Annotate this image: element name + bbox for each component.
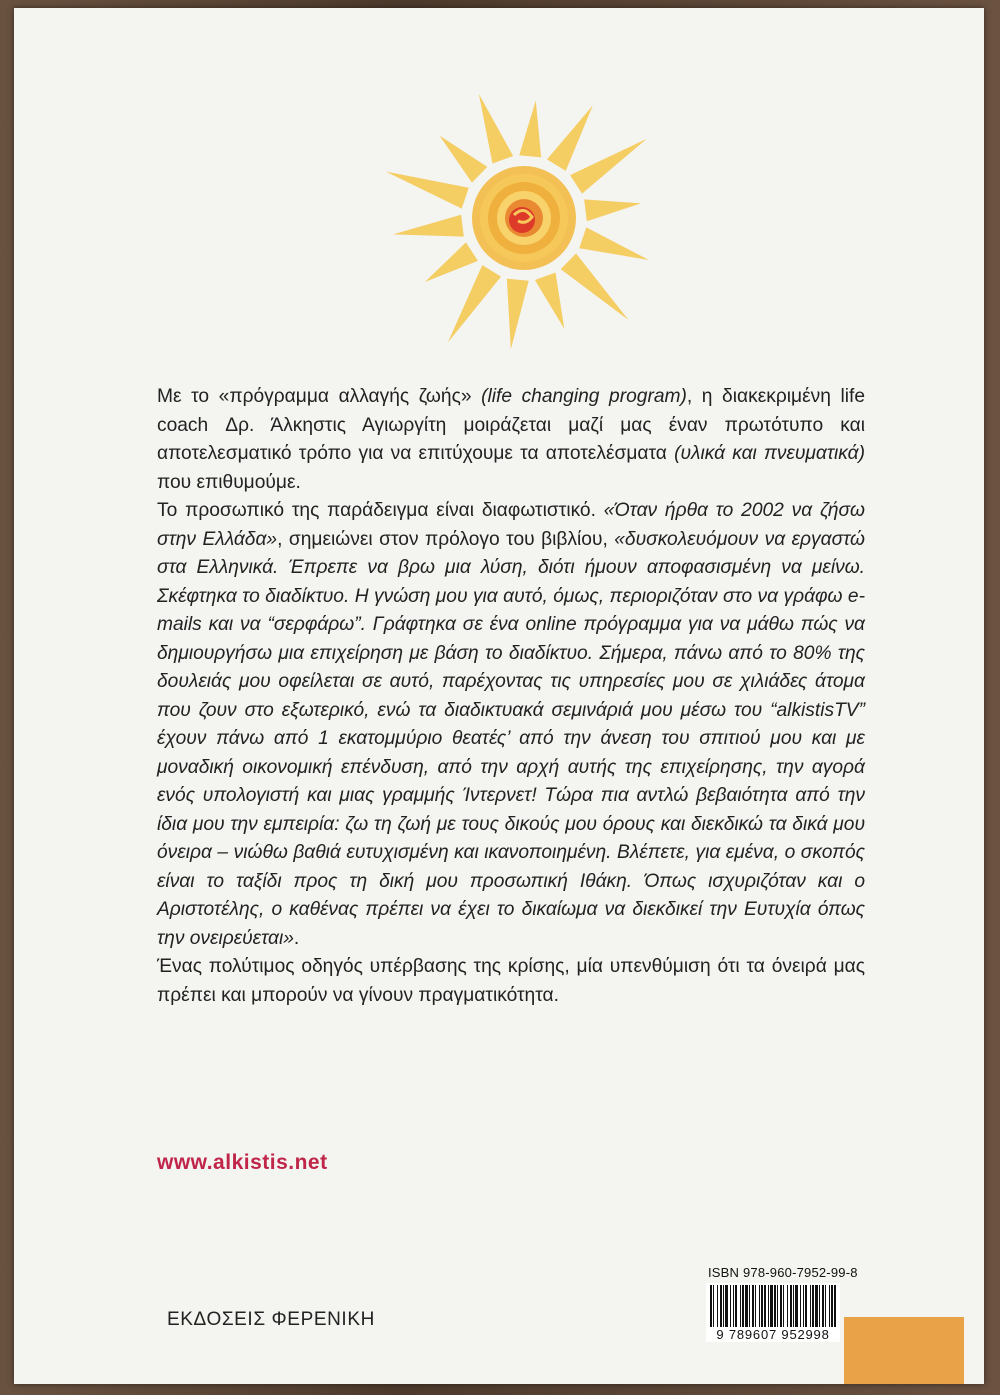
blurb-paragraph-2 bbox=[157, 497, 865, 953]
sun-ray bbox=[393, 215, 464, 237]
text-segment: Με το «πρόγραμμα αλλαγής ζωής» bbox=[157, 386, 482, 407]
sun-ray bbox=[570, 139, 647, 194]
barcode-bar bbox=[793, 1285, 794, 1327]
barcode-bar bbox=[742, 1285, 744, 1327]
sun-ray bbox=[547, 105, 593, 170]
barcode-bar bbox=[720, 1285, 722, 1327]
barcode-bar bbox=[735, 1285, 737, 1327]
barcode-bar bbox=[710, 1285, 712, 1327]
barcode-bar bbox=[800, 1285, 801, 1327]
back-cover-blurb bbox=[157, 383, 865, 1010]
barcode-bar bbox=[829, 1285, 830, 1327]
barcode-bar bbox=[713, 1285, 714, 1327]
blurb-paragraph-3 bbox=[157, 953, 865, 1010]
barcode-bar bbox=[725, 1285, 728, 1327]
sun-ray bbox=[440, 136, 488, 183]
publisher-name: ΕΚΔΟΣΕΙΣ ΦΕΡΕΝΙΚΗ bbox=[167, 1309, 375, 1330]
sun-ray bbox=[579, 227, 649, 260]
barcode-bar bbox=[723, 1285, 724, 1327]
barcode-icon bbox=[706, 1283, 840, 1329]
book-back-cover bbox=[14, 8, 984, 1384]
barcode-bar bbox=[745, 1285, 748, 1327]
barcode-bar bbox=[752, 1285, 754, 1327]
text-segment: Ένας πολύτιμος οδηγός υπέρβασης της κρίσης, μία υπενθύμιση ότι τα όνειρά μας πρέπει και μπορούν να γίνουν πραγματικότητα. bbox=[157, 956, 865, 1006]
blurb-paragraph-1 bbox=[157, 383, 865, 497]
barcode-bar bbox=[822, 1285, 824, 1327]
barcode-bar bbox=[733, 1285, 734, 1327]
orange-color-strip bbox=[844, 1317, 964, 1384]
barcode-bar bbox=[764, 1285, 766, 1327]
sun-ray bbox=[448, 265, 501, 342]
barcode-bar bbox=[819, 1285, 820, 1327]
text-segment: , η διακεκριμένη life coach Δρ. Άλκηστις Αγιωργίτη μοιράζεται μαζί μας έναν πρωτότυπο και αποτελεσματικό τρόπο για να επιτύχουμε τα αποτελέσματα bbox=[157, 386, 865, 464]
barcode-bar bbox=[831, 1285, 833, 1327]
sun-ray bbox=[561, 253, 629, 320]
sun-ray bbox=[535, 273, 564, 329]
barcode-bar bbox=[777, 1285, 778, 1327]
italic-text-segment: «Όταν ήρθα το 2002 να ζήσω στην Ελλάδα» bbox=[157, 500, 865, 550]
barcode-bar bbox=[770, 1285, 773, 1327]
text-segment: Το προσωπικό της παράδειγμα είναι διαφωτιστικό. bbox=[157, 500, 604, 521]
barcode-bar bbox=[768, 1285, 769, 1327]
text-segment: , σημειώνει στον πρόλογο του βιβλίου, bbox=[277, 528, 615, 550]
barcode-bar bbox=[805, 1285, 807, 1327]
barcode-bar bbox=[730, 1285, 731, 1327]
barcode-bar bbox=[787, 1285, 788, 1327]
barcode-bar bbox=[795, 1285, 798, 1327]
sun-ray bbox=[507, 279, 529, 350]
barcode-bar bbox=[825, 1285, 826, 1327]
barcode-bar bbox=[749, 1285, 750, 1327]
sun-ray bbox=[584, 199, 641, 221]
barcode-bar bbox=[759, 1285, 760, 1327]
italic-text-segment: «δυσκολευόμουν να εργαστώ στα Ελληνικά. Έπρεπε να βρω μια λύση, διότι ήμουν αποφασισμένη να μείνω. Σκέφτηκα το διαδίκτυο. Η γνώση μου για αυτό, όμως, περιοριζόταν στο να γράφω e-mails και να “σερφάρω”. Γράφτηκα σε ένα online πρόγραμμα για να μάθω πώς να δημιουργήσω μια επιχείρηση με βάση το διαδίκτυο. Σήμερα, πάνω από το 80% της δουλειάς μου οφείλεται σε αυτό, παρέχοντας τις υπηρεσίες μου σε χιλιάδες άτομα που ζουν στο εξωτερικό, ενώ τα διαδικτυακά σεμινάριά μου μέσω του “alkistisTV” έχουν πάνω από 1 εκατομμύριο θεατές’ από την άνεση του σπιτιού μου και με μοναδική οικονομική επένδυση, από την αρχή αυτής της επιχείρησης, την αγορά ενός υπολογιστή και μιας γραμμής Ίντερνετ! Τώρα πια αντλώ βεβαιότητα από την ίδια μου την εμπειρία: ζω τη ζωή με τους δικούς μου όρους και διεκδικώ τα δικά μου όνειρα – νιώθω βαθιά ευτυχισμένη και ικανοποιημένη. Βλέπετε, για εμένα, ο σκοπός είναι το ταξίδι προς τη δική μου προσωπική Ιθάκη. Όπως ισχυριζόταν και ο Αριστοτέλης, ο καθένας πρέπει να έχει το δικαίωμα να διεκδικεί την Ευτυχία όπως την ονειρεύεται» bbox=[157, 528, 865, 949]
barcode-bar bbox=[815, 1285, 818, 1327]
italic-text-segment: (life changing program) bbox=[481, 386, 687, 407]
barcode-bar bbox=[761, 1285, 763, 1327]
barcode-bar bbox=[834, 1285, 836, 1327]
sun-ray bbox=[386, 171, 469, 208]
isbn-label: ISBN 978-960-7952-99-8 bbox=[708, 1265, 858, 1280]
italic-text-segment: (υλικά και πνευματικά) bbox=[674, 443, 865, 464]
sun-ray bbox=[479, 94, 513, 164]
barcode-bar bbox=[783, 1285, 784, 1327]
barcode-bar bbox=[774, 1285, 776, 1327]
barcode-bar bbox=[740, 1285, 741, 1327]
barcode-bar bbox=[780, 1285, 782, 1327]
barcode-bar bbox=[812, 1285, 814, 1327]
sun-ray bbox=[519, 101, 541, 158]
barcode-bar bbox=[790, 1285, 792, 1327]
barcode-bar bbox=[717, 1285, 718, 1327]
barcode-bar bbox=[803, 1285, 804, 1327]
barcode-bar bbox=[810, 1285, 811, 1327]
website-link[interactable]: www.alkistis.net bbox=[157, 1151, 328, 1174]
barcode-number: 9 789607 952998 bbox=[706, 1327, 840, 1342]
sun-illustration bbox=[352, 73, 692, 383]
text-segment: που επιθυμούμε. bbox=[157, 471, 301, 493]
barcode-bar bbox=[755, 1285, 756, 1327]
sun-ray bbox=[425, 242, 478, 282]
text-segment: . bbox=[293, 927, 300, 949]
